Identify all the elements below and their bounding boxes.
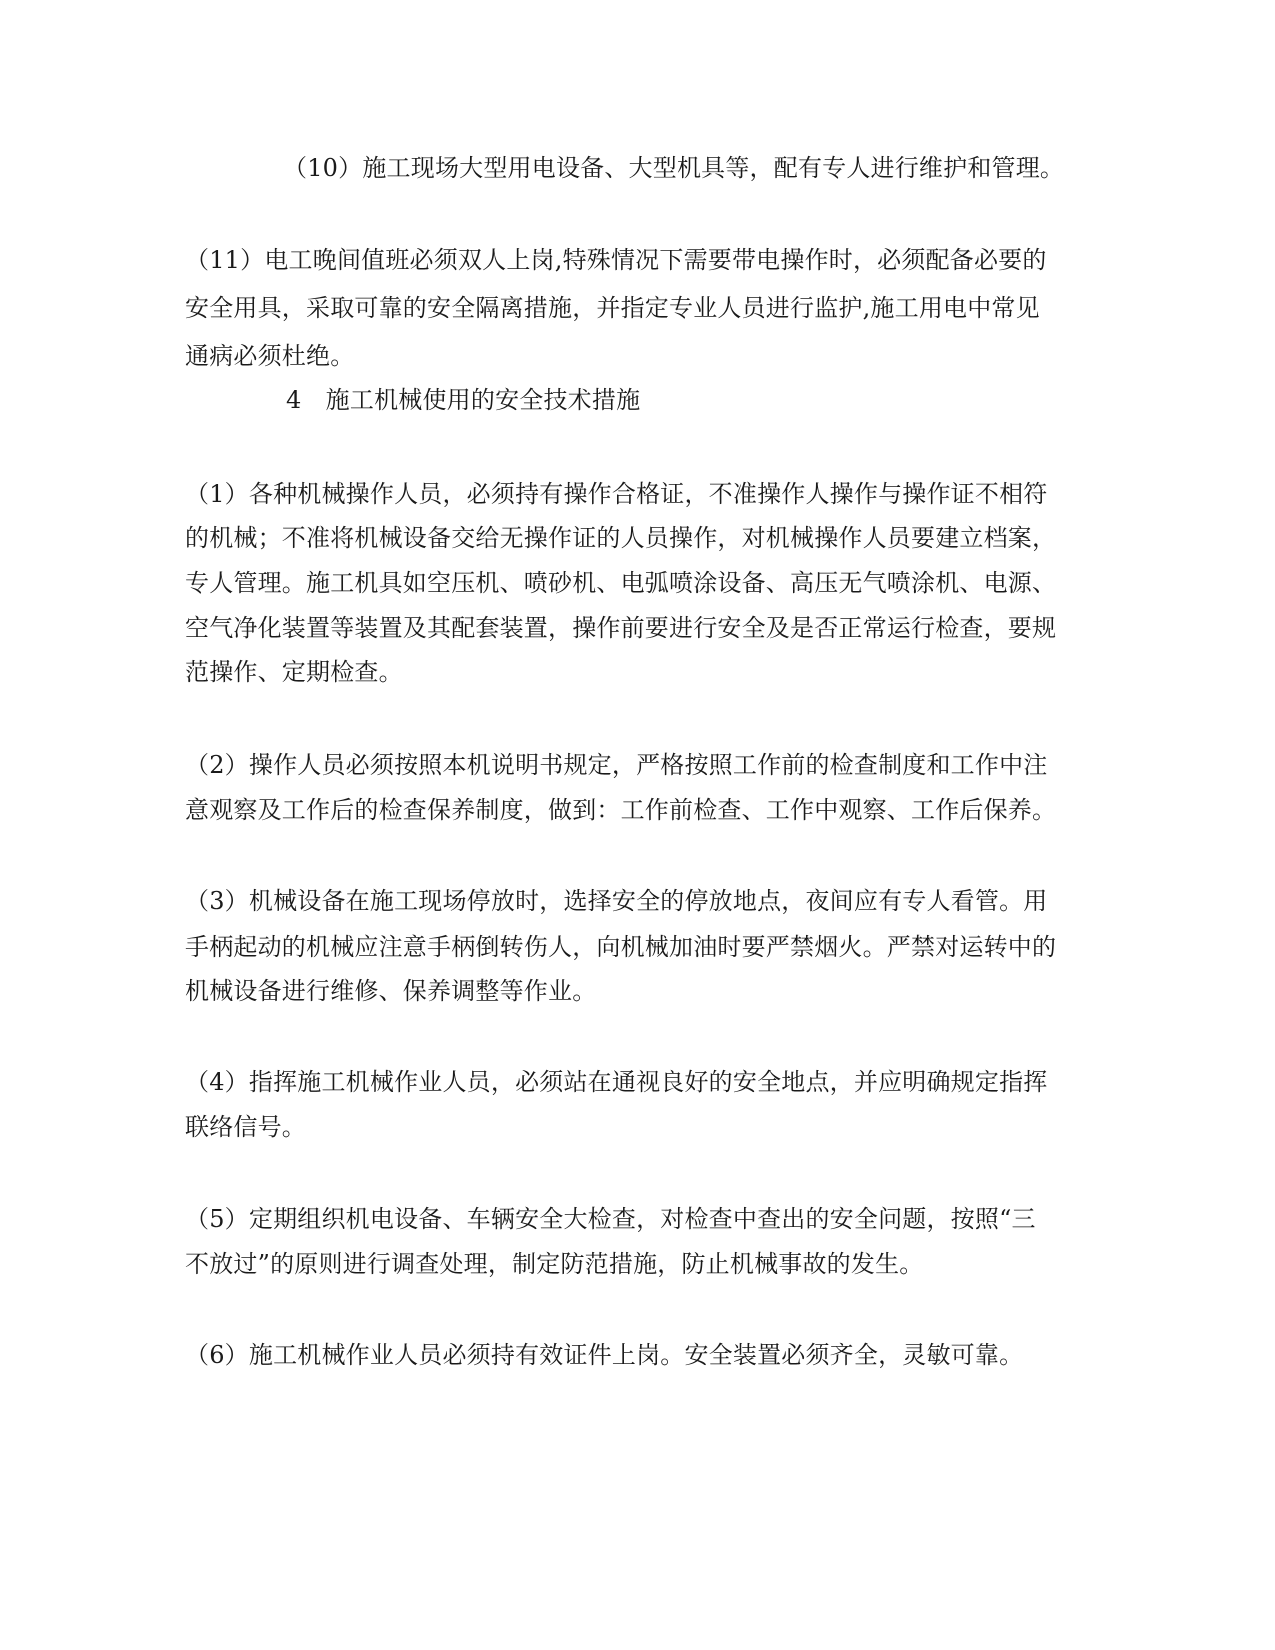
section-heading: 4 施工机械使用的安全技术措施: [286, 386, 641, 414]
text-line: （1）各种机械操作人员，必须持有操作合格证，不准操作人操作与操作证不相符: [185, 480, 1048, 508]
text-line: 空气净化装置等装置及其配套装置，操作前要进行安全及是否正常运行检查，要规: [185, 614, 1057, 642]
text-line: （2）操作人员必须按照本机说明书规定，严格按照工作前的检查制度和工作中注: [185, 751, 1048, 779]
text-line: 联络信号。: [185, 1113, 306, 1141]
text-line: 安全用具，采取可靠的安全隔离措施，并指定专业人员进行监护,施工用电中常见: [185, 294, 1040, 322]
text-line: （6）施工机械作业人员必须持有效证件上岗。安全装置必须齐全，灵敏可靠。: [185, 1341, 1024, 1369]
text-line: （3）机械设备在施工现场停放时，选择安全的停放地点，夜间应有专人看管。用: [185, 887, 1048, 915]
text-line: （4）指挥施工机械作业人员，必须站在通视良好的安全地点，并应明确规定指挥: [185, 1068, 1048, 1096]
text-line: 不放过”的原则进行调查处理，制定防范措施，防止机械事故的发生。: [185, 1250, 924, 1278]
text-line: 通病必须杜绝。: [185, 342, 355, 370]
text-line: 范操作、定期检查。: [185, 658, 403, 686]
text-line: 专人管理。施工机具如空压机、喷砂机、电弧喷涂设备、高压无气喷涂机、电源、: [185, 569, 1057, 597]
text-line: （10）施工现场大型用电设备、大型机具等，配有专人进行维护和管理。: [283, 154, 1065, 182]
text-line: （11）电工晚间值班必须双人上岗,特殊情况下需要带电操作时，必须配备必要的: [185, 246, 1047, 274]
text-line: 机械设备进行维修、保养调整等作业。: [185, 977, 597, 1005]
text-line: 手柄起动的机械应注意手柄倒转伤人，向机械加油时要严禁烟火。严禁对运转中的: [185, 933, 1057, 961]
text-line: （5）定期组织机电设备、车辆安全大检查，对检查中查出的安全问题，按照“三: [185, 1205, 1036, 1233]
text-line: 意观察及工作后的检查保养制度，做到：工作前检查、工作中观察、工作后保养。: [185, 796, 1057, 824]
text-line: 的机械；不准将机械设备交给无操作证的人员操作，对机械操作人员要建立档案，: [185, 524, 1057, 552]
